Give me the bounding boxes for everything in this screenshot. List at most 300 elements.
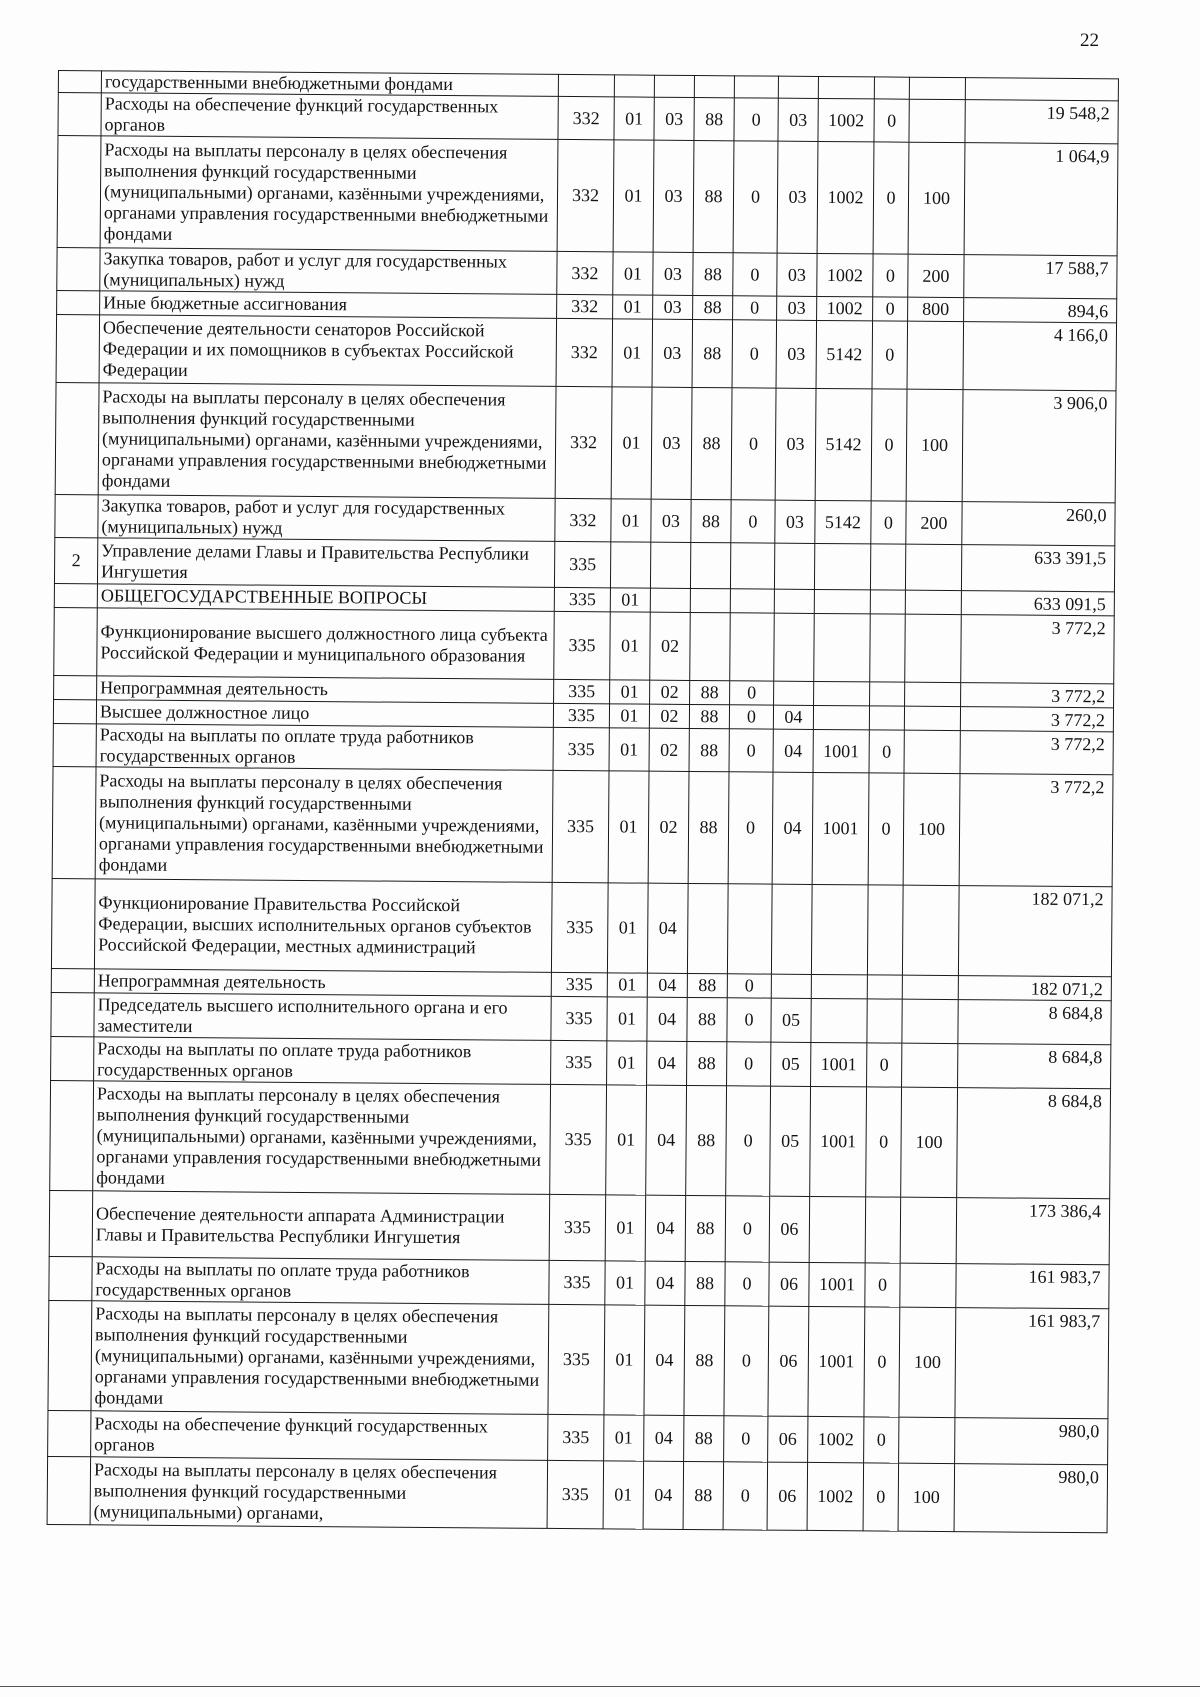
row-subsection-code: 04 [645, 1261, 685, 1305]
row-subsection-code: 03 [653, 140, 694, 252]
row-amount: 3 772,2 [959, 774, 1113, 887]
row-expense-type [905, 614, 962, 682]
table-row [57, 247, 1117, 298]
row-section-code: 01 [610, 588, 650, 612]
row-subsection-code: 04 [647, 883, 688, 973]
row-index: 2 [54, 537, 97, 583]
row-index [54, 675, 97, 699]
table-row [55, 494, 1115, 545]
row-admin-code: 335 [549, 1260, 605, 1304]
row-amount: 17 588,7 [964, 255, 1117, 299]
row-expense-type [902, 999, 958, 1043]
row-program-code: 88 [694, 97, 734, 140]
row-subprogram-code [730, 589, 774, 613]
row-name: Расходы на выплаты персоналу в целях обеспечения выполнения функций государственными (муниципальными) органами, казёнными учреждениями, органами управления государственными внебюджетными фондами [98, 383, 556, 499]
row-group-code: 05 [771, 1042, 811, 1086]
row-group-code: 05 [770, 1086, 811, 1196]
row-subprogram-code [727, 884, 772, 974]
row-expense-type [902, 975, 958, 999]
row-amount: 173 386,4 [956, 1198, 1110, 1265]
row-subprogram-code: 0 [725, 1262, 769, 1306]
row-amount [965, 78, 1118, 101]
row-k-code: 0 [867, 1043, 902, 1087]
row-subprogram-code: 0 [732, 320, 777, 388]
row-subsection-code: 03 [654, 97, 694, 140]
row-index [55, 382, 99, 494]
row-expense-type [905, 590, 961, 614]
row-k-code: 0 [873, 142, 909, 254]
row-index [54, 607, 98, 675]
row-program-code: 88 [693, 295, 733, 319]
row-expense-type: 200 [908, 254, 964, 297]
row-program-code [694, 75, 734, 97]
row-section-code: 01 [608, 771, 649, 883]
row-k-code: 0 [868, 773, 904, 885]
row-expense-type: 800 [908, 297, 964, 321]
row-direction-code: 5142 [815, 500, 871, 543]
row-direction-code: 1002 [817, 141, 874, 253]
row-subsection-code: 02 [650, 612, 691, 680]
row-k-code [870, 544, 905, 590]
row-index [51, 992, 94, 1036]
row-name: Расходы на выплаты по оплате труда работников государственных органов [92, 1257, 549, 1305]
row-section-code: 01 [607, 973, 647, 997]
row-group-code: 03 [776, 320, 817, 388]
row-amount: 3 772,2 [960, 731, 1113, 775]
row-group-code: 04 [772, 772, 813, 884]
row-section-code: 01 [609, 728, 649, 771]
row-direction-code: 1002 [808, 1416, 864, 1462]
row-index [56, 314, 100, 382]
row-subprogram-code: 0 [734, 98, 778, 141]
row-expense-type: 200 [906, 501, 962, 544]
row-section-code: 01 [609, 704, 649, 728]
row-amount: 4 166,0 [963, 322, 1117, 391]
row-program-code [690, 542, 730, 588]
row-k-code [865, 1197, 901, 1263]
row-subprogram-code: 0 [731, 500, 775, 543]
row-index [58, 71, 101, 93]
row-name: Функционирование высшего должностного лица субъекта Российской Федерации и муниципального образования [97, 608, 555, 680]
table-row [54, 607, 1115, 683]
row-index [48, 1410, 91, 1456]
table-row [48, 1300, 1109, 1418]
row-group-code [771, 974, 811, 998]
row-name: Расходы на выплаты персоналу в целях обеспечения выполнения функций государственными (муниципальными) органами, казёнными учреждениями, органами управления государственными внебюджетными фондами [93, 1081, 551, 1195]
table-row [52, 766, 1113, 886]
row-expense-type [907, 321, 964, 389]
row-index [53, 723, 96, 766]
row-subsection-code: 02 [648, 771, 689, 883]
budget-table [47, 70, 1119, 1533]
row-subprogram-code: 0 [727, 1042, 771, 1086]
row-section-code: 01 [605, 1195, 646, 1261]
row-k-code [867, 885, 903, 975]
row-name: Обеспечение деятельности сенаторов Российской Федерации и их помощников в субъектах Российской Федерации [99, 315, 557, 387]
table-row [54, 537, 1114, 591]
row-index [57, 136, 101, 248]
row-program-code: 88 [683, 1461, 724, 1529]
row-expense-type [904, 706, 960, 730]
row-k-code: 0 [864, 1307, 900, 1417]
row-admin-code: 335 [554, 541, 610, 587]
row-expense-type [909, 99, 965, 142]
row-program-code: 88 [690, 680, 730, 704]
row-subprogram-code: 0 [730, 681, 774, 705]
row-group-code [774, 543, 814, 589]
row-group-code: 03 [777, 253, 817, 296]
row-direction-code [813, 705, 869, 729]
table-row [48, 1410, 1108, 1464]
row-direction-code: 5142 [816, 320, 873, 388]
row-subprogram-code: 0 [723, 1462, 768, 1530]
row-k-code: 0 [873, 297, 908, 321]
row-program-code: 88 [685, 1195, 726, 1261]
row-amount: 8 684,8 [957, 1088, 1111, 1199]
row-subsection-code: 03 [652, 319, 693, 387]
row-k-code: 0 [872, 321, 908, 389]
row-program-code [690, 612, 731, 680]
row-amount: 260,0 [962, 502, 1115, 546]
row-direction-code [811, 974, 867, 998]
row-admin-code: 332 [555, 386, 612, 498]
row-k-code [870, 590, 905, 614]
row-index [50, 1080, 94, 1190]
row-name: Иные бюджетные ассигнования [100, 291, 557, 319]
row-amount: 633 091,5 [961, 591, 1114, 616]
row-subsection-code: 03 [651, 499, 691, 542]
row-name: Расходы на выплаты персоналу в целях обеспечения выполнения функций государственными (муниципальными) органами, казёнными учреждениями, органами управления государственными внебюджетными фондами [100, 136, 558, 252]
row-k-code [870, 614, 906, 682]
row-group-code [774, 681, 814, 705]
row-name: Обеспечение деятельности аппарата Администрации Главы и Правительства Республики Ингушетия [92, 1191, 550, 1261]
row-subprogram-code: 0 [731, 388, 776, 500]
row-subsection-code: 02 [649, 704, 689, 728]
table-body [47, 71, 1118, 1533]
row-subsection-code: 04 [647, 1041, 687, 1085]
row-name: Непрограммная деятельность [97, 676, 554, 704]
table-row [53, 723, 1113, 774]
row-subsection-code [650, 542, 690, 588]
row-k-code: 0 [874, 99, 909, 142]
row-index [58, 93, 101, 136]
row-name: Расходы на выплаты персоналу в целях обеспечения выполнения функций государственными (муниципальными) органами, [90, 1457, 548, 1529]
row-program-code: 88 [689, 704, 729, 728]
table-row [51, 878, 1112, 976]
row-name: Председатель высшего исполнительного органа и его заместители [94, 993, 551, 1041]
row-amount: 8 684,8 [958, 1044, 1111, 1089]
row-k-code: 0 [869, 730, 904, 773]
row-section-code [614, 75, 654, 97]
row-k-code [867, 999, 902, 1043]
row-expense-type [905, 682, 961, 706]
row-index [49, 1256, 92, 1300]
row-subsection-code: 04 [647, 997, 687, 1041]
row-subsection-code: 02 [649, 728, 689, 771]
row-admin-code: 332 [557, 251, 613, 294]
row-amount: 3 772,2 [960, 707, 1113, 732]
row-direction-code [814, 589, 870, 613]
row-section-code: 01 [610, 612, 651, 680]
row-section-code: 01 [611, 387, 652, 499]
row-group-code: 03 [775, 388, 816, 500]
row-subsection-code: 04 [647, 973, 687, 997]
row-admin-code: 335 [548, 1304, 605, 1414]
row-amount: 3 772,2 [961, 615, 1115, 684]
row-direction-code: 1001 [809, 1262, 865, 1306]
row-index [55, 494, 98, 537]
row-admin-code: 332 [557, 294, 613, 318]
row-index [52, 766, 96, 878]
row-k-code: 0 [873, 254, 908, 297]
row-amount: 161 983,7 [956, 1264, 1109, 1309]
row-index [49, 1190, 93, 1256]
row-subsection-code: 02 [650, 680, 690, 704]
row-amount: 161 983,7 [955, 1308, 1109, 1419]
table-row [56, 314, 1117, 390]
row-subprogram-code: 0 [733, 253, 777, 296]
row-admin-code: 335 [548, 1414, 604, 1460]
row-subprogram-code: 0 [728, 772, 773, 884]
row-k-code: 0 [871, 389, 907, 501]
row-expense-type [900, 1197, 957, 1263]
row-direction-code: 1001 [812, 772, 869, 884]
row-k-code [869, 706, 904, 730]
row-subsection-code: 03 [653, 295, 693, 319]
row-index [53, 699, 96, 723]
row-subprogram-code [730, 543, 774, 589]
row-direction-code: 1001 [813, 729, 869, 772]
row-admin-code: 335 [554, 679, 610, 703]
row-admin-code: 335 [551, 972, 607, 996]
row-subsection-code: 04 [643, 1461, 684, 1529]
row-program-code: 88 [693, 252, 733, 295]
row-admin-code: 335 [554, 611, 611, 679]
row-name: Расходы на обеспечение функций государственных органов [91, 1411, 548, 1461]
row-section-code: 01 [612, 319, 653, 387]
row-index [51, 1036, 94, 1080]
row-admin-code: 335 [553, 727, 609, 770]
row-section-code: 01 [610, 680, 650, 704]
row-program-code: 88 [689, 728, 729, 771]
row-amount: 8 684,8 [958, 1000, 1111, 1045]
row-admin-code: 332 [558, 96, 614, 139]
row-k-code: 0 [863, 1463, 899, 1531]
row-expense-type: 100 [901, 1087, 958, 1197]
row-name: ОБЩЕГОСУДАРСТВЕННЫЕ ВОПРОСЫ [97, 584, 554, 612]
row-index [57, 290, 100, 314]
row-subprogram-code [734, 76, 778, 98]
table-row [49, 1190, 1109, 1264]
row-direction-code: 1002 [817, 296, 873, 320]
row-expense-type: 100 [898, 1463, 955, 1531]
row-direction-code [814, 613, 871, 681]
row-amount: 894,6 [964, 298, 1117, 323]
row-admin-code: 335 [553, 703, 609, 727]
row-subprogram-code: 0 [724, 1416, 768, 1462]
row-group-code [774, 589, 814, 613]
row-k-code: 0 [864, 1417, 899, 1463]
row-subprogram-code [730, 613, 775, 681]
row-k-code: 0 [865, 1263, 900, 1307]
row-direction-code [809, 1196, 866, 1262]
row-section-code [610, 542, 650, 588]
row-expense-type [909, 77, 965, 99]
row-name: Расходы на обеспечение функций государственных органов [101, 93, 558, 140]
row-subprogram-code: 0 [724, 1306, 769, 1416]
row-group-code [774, 613, 815, 681]
row-amount: 182 071,2 [958, 886, 1112, 977]
row-expense-type: 100 [899, 1307, 956, 1417]
row-section-code: 01 [611, 499, 651, 542]
row-amount: 1 064,9 [964, 143, 1118, 256]
row-group-code: 06 [769, 1262, 809, 1306]
row-group-code: 03 [777, 296, 817, 320]
row-index [57, 247, 100, 290]
row-name: Управление делами Главы и Правительства Республики Ингушетия [97, 538, 554, 588]
row-index [51, 878, 95, 968]
row-name: Функционирование Правительства Российской Федерации, высших исполнительных органов субъектов Российской Федерации, местных администраций [94, 879, 552, 973]
row-group-code: 05 [771, 998, 811, 1042]
row-group-code: 03 [775, 500, 815, 543]
row-admin-code: 335 [549, 1194, 606, 1260]
row-direction-code [818, 76, 874, 98]
row-program-code: 88 [685, 1261, 725, 1305]
row-subprogram-code: 0 [727, 998, 771, 1042]
page-number: 22 [1080, 30, 1099, 51]
row-group-code: 04 [773, 729, 813, 772]
row-expense-type [904, 730, 960, 773]
row-subprogram-code: 0 [729, 729, 773, 772]
row-subprogram-code: 0 [725, 1196, 770, 1262]
row-subsection-code: 04 [644, 1415, 684, 1461]
row-admin-code: 335 [551, 1040, 607, 1084]
row-expense-type [900, 1263, 956, 1307]
row-amount: 980,0 [954, 1464, 1108, 1533]
row-direction-code: 5142 [815, 388, 872, 500]
row-direction-code: 1001 [808, 1306, 865, 1416]
row-group-code: 06 [768, 1306, 809, 1416]
row-direction-code: 1001 [811, 1042, 867, 1086]
row-subsection-code [650, 588, 690, 612]
row-expense-type [899, 1417, 955, 1463]
table-row [55, 382, 1116, 502]
row-name: Высшее должностное лицо [96, 700, 553, 728]
row-expense-type: 100 [903, 773, 960, 885]
row-expense-type [902, 885, 959, 975]
row-subprogram-code: 0 [733, 141, 778, 253]
row-program-code: 88 [687, 997, 727, 1041]
row-group-code [778, 76, 818, 98]
row-k-code: 0 [871, 501, 906, 544]
row-admin-code: 335 [551, 996, 607, 1040]
row-name: Расходы на выплаты по оплате труда работников государственных органов [94, 1037, 551, 1085]
row-name: Расходы на выплаты по оплате труда работников государственных органов [96, 724, 553, 771]
row-expense-type [902, 1043, 958, 1087]
row-subsection-code: 04 [645, 1195, 686, 1261]
row-section-code: 01 [613, 140, 654, 252]
row-admin-code: 335 [547, 1460, 604, 1528]
row-program-code: 88 [688, 771, 729, 883]
row-section-code: 01 [607, 883, 648, 973]
row-subprogram-code: 0 [733, 296, 777, 320]
row-amount: 19 548,2 [965, 100, 1118, 144]
row-direction-code: 1002 [807, 1462, 864, 1530]
row-direction-code [814, 681, 870, 705]
row-direction-code [811, 998, 867, 1042]
row-expense-type: 100 [906, 389, 963, 501]
row-program-code: 88 [686, 1085, 727, 1195]
row-section-code: 01 [607, 1041, 647, 1085]
row-k-code [870, 682, 905, 706]
row-subsection-code: 04 [646, 1085, 687, 1195]
row-group-code [771, 884, 812, 974]
row-section-code: 01 [605, 1261, 645, 1305]
row-name: государственными внебюджетными фондами [101, 71, 558, 97]
row-admin-code: 332 [556, 318, 613, 386]
row-subprogram-code: 0 [729, 705, 773, 729]
row-name: Непрограммная деятельность [94, 969, 551, 997]
row-index [48, 1300, 92, 1410]
row-group-code: 06 [767, 1462, 808, 1530]
row-group-code: 03 [778, 98, 818, 141]
row-section-code: 01 [613, 295, 653, 319]
row-name: Расходы на выплаты персоналу в целях обеспечения выполнения функций государственными (муниципальными) органами, казёнными учреждениями, органами управления государственными внебюджетными фондами [95, 767, 553, 883]
table-row [47, 1456, 1108, 1532]
row-program-code: 88 [687, 973, 727, 997]
row-amount: 3 906,0 [962, 390, 1116, 503]
row-group-code: 06 [768, 1416, 808, 1462]
row-direction-code [811, 884, 868, 974]
row-group-code: 04 [773, 705, 813, 729]
table-row [50, 1080, 1111, 1198]
row-section-code: 01 [613, 252, 653, 295]
row-name: Закупка товаров, работ и услуг для государственных (муниципальных) нужд [100, 248, 557, 295]
row-subsection-code: 03 [653, 252, 693, 295]
row-section-code: 01 [603, 1461, 644, 1529]
table-row [57, 136, 1118, 256]
row-admin-code: 335 [554, 587, 610, 611]
row-section-code: 01 [604, 1415, 644, 1461]
row-admin-code: 335 [551, 882, 608, 972]
row-direction-code [814, 543, 870, 589]
row-admin-code: 335 [550, 1084, 607, 1194]
row-index [54, 583, 97, 607]
row-amount: 980,0 [955, 1418, 1108, 1465]
row-subsection-code: 04 [644, 1305, 685, 1415]
row-admin-code: 332 [557, 139, 614, 251]
row-k-code: 0 [866, 1087, 902, 1197]
row-amount: 633 391,5 [961, 545, 1114, 592]
row-group-code: 06 [769, 1196, 810, 1262]
row-program-code: 88 [693, 140, 734, 252]
row-program-code: 88 [687, 1041, 727, 1085]
row-k-code [867, 975, 902, 999]
row-subprogram-code: 0 [727, 974, 771, 998]
row-program-code: 88 [691, 387, 732, 499]
row-index [51, 968, 94, 992]
row-program-code [687, 883, 728, 973]
row-section-code: 01 [614, 97, 654, 140]
row-subsection-code: 03 [651, 387, 692, 499]
row-name: Закупка товаров, работ и услуг для государственных (муниципальных) нужд [98, 495, 555, 542]
row-k-code [874, 77, 909, 99]
row-program-code [690, 588, 730, 612]
row-group-code: 03 [777, 141, 818, 253]
row-section-code: 01 [607, 997, 647, 1041]
row-expense-type: 100 [908, 142, 965, 254]
row-section-code: 01 [604, 1305, 645, 1415]
